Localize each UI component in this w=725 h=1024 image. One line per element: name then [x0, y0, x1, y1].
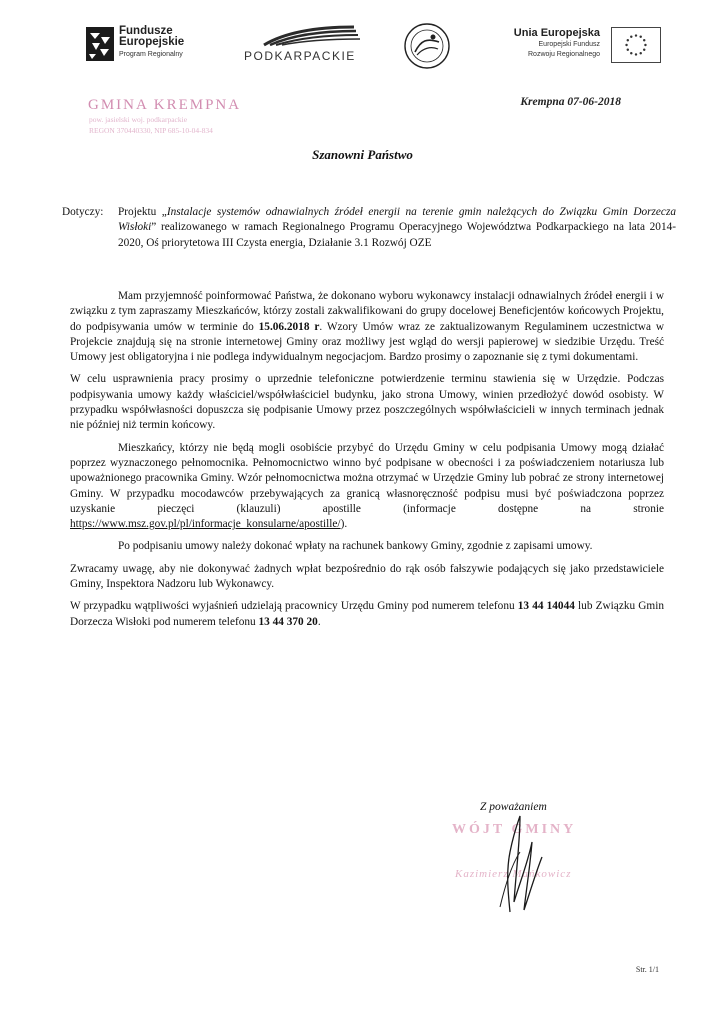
apostille-link[interactable]: https://www.msz.gov.pl/pl/informacje_konsularne/apostille/: [70, 518, 341, 531]
handwritten-signature-icon: [480, 812, 562, 916]
phone-number-zwiazek: 13 44 370 20: [258, 615, 318, 628]
closing-text: Z poważaniem: [480, 801, 547, 813]
unia-europejska-logo: [497, 27, 669, 69]
podkarpackie-swoosh-icon: [244, 25, 366, 47]
paragraph-4: Po podpisaniu umowy należy dokonać wpłaty na rachunek bankowy Gminy, zgodnie z zapisami umowy.: [118, 540, 593, 553]
paragraph-2: W celu usprawnienia pracy prosimy o uprzednie telefoniczne potwierdzenie terminu stawienia się w Urzędzie. Podczas podpisywania umowy każdy właściciel/współwłaściciel budynku, jako strona Umowy, winien przedłożyć dowód osobisty. W przypadku współwłasności dopuszcza się podpisanie Umowy przez poszczególnych współwłaścicieli w innych terminach jednak nie później niż termin końcowy.: [70, 373, 664, 432]
paragraph-3: [70, 441, 664, 533]
paragraph-1: [70, 289, 664, 365]
fe-logo-line2: Europejskie: [119, 36, 185, 48]
lgd-round-seal-icon: [403, 22, 451, 70]
subject-suffix: ” realizowanego w ramach Regionalnego Programu Operacyjnego Województwa Podkarpackiego na lata 2014-2020, Oś priorytetowa III Czysta energia, Działanie 3.1 Rozwój OZE: [118, 221, 676, 249]
stamp-regon: REGON 370440330, NIP 685-10-04-834: [89, 126, 213, 135]
paragraph-6-text-cont: lub Związku Gmin Dorzecza Wisłoki pod numerem telefonu: [70, 600, 664, 628]
podkarpackie-logo-text: PODKARPACKIE: [244, 49, 356, 63]
mayor-stamp-title: WÓJT GMINY: [452, 822, 577, 837]
paragraph-3-end: ).: [340, 518, 348, 531]
salutation: Szanowni Państwo: [312, 147, 413, 162]
paragraph-6-end: .: [317, 615, 321, 628]
paragraph-6: [70, 599, 664, 630]
eu-logo-line3: Rozwoju Regionalnego: [528, 51, 600, 58]
paragraph-1-text: Mam przyjemność poinformować Państwa, że dokonano wyboru wykonawcy instalacji odnawialnych źródeł energii i w związku z tym zapraszamy Mieszkańców, którzy zostali zakwalifikowani do grupy docelowej Beneficjentów końcowych Projektu, do podpisywania umów w terminie do: [70, 290, 664, 333]
mayor-stamp-name: Kazimierz Mańkowicz: [455, 868, 572, 880]
subject-text: [118, 205, 676, 251]
letter-body: [70, 289, 664, 637]
municipality-stamp: [88, 97, 268, 136]
subject-block: [62, 205, 676, 251]
subject-project-title: Instalacje systemów odnawialnych źródeł energii na terenie gmin należących do Związku Gmin Dorzecza Wisłoki: [118, 206, 676, 234]
subject-prefix: Projektu „: [118, 206, 167, 218]
phone-number-gmina: 13 44 14044: [517, 600, 575, 613]
paragraph-3-text: Mieszkańcy, którzy nie będą mogli osobiście przybyć do Urzędu Gminy w celu podpisania Umowy mogą działać poprzez wyznaczonego pełnomocnika. Pełnomocnictwo winno być podpisane w obecności i za poświadczeniem notariusza lub upoważnionego pracownika Gminy. Wzór pełnomocnictwa można otrzymać w Urzędzie Gminy lub pobrać ze strony internetowej Gminy. W przypadku mocodawców przebywających za granicą własnoręczność podpisu musi być poświadczona poprzez uzyskanie pieczęci (klauzuli) apostille (informacje dostępne na stronie: [70, 441, 664, 515]
stamp-name: GMINA KREMPNA: [88, 97, 242, 113]
fundusze-europejskie-logo: [86, 26, 216, 66]
place-date: Krempna 07-06-2018: [520, 96, 621, 108]
subject-label: Dotyczy:: [62, 206, 104, 218]
fe-logo-line3: Program Regionalny: [119, 51, 183, 58]
fundusze-europejskie-icon: [86, 27, 114, 61]
eu-logo-line1: Unia Europejska: [513, 27, 600, 39]
paragraph-5: Zwracamy uwagę, aby nie dokonywać żadnych wpłat bezpośrednio do rąk osób fałszywie podających się jako przedstawiciele Gminy, Inspektora Nadzoru lub Wykonawcy.: [70, 562, 664, 591]
eu-logo-line2: Europejski Fundusz: [538, 41, 600, 48]
paragraph-1-text-cont: . Wzory Umów wraz ze zaktualizowanym Regulaminem uczestnictwa w Projekcie znajdują się na stronie internetowej Gminy oraz możliwy jest wgląd do wersji papierowej w siedzibie Urzędu. Treść Umowy jest obligatoryjna i nie podlega indywidualnym negocjacjom. Bardzo prosimy o zapoznanie się z tymi dokumentami.: [70, 320, 664, 364]
podkarpackie-logo: [244, 25, 366, 65]
stamp-address: pow. jasielski woj. podkarpackie: [89, 115, 188, 124]
page-number: Str. 1/1: [635, 965, 659, 974]
paragraph-6-text: W przypadku wątpliwości wyjaśnień udzielają pracownicy Urzędu Gminy pod numerem telefonu: [70, 600, 518, 613]
fe-logo-line1: Fundusze: [119, 25, 173, 37]
eu-flag-icon: [611, 27, 661, 63]
signing-deadline: 15.06.2018 r: [258, 320, 320, 333]
